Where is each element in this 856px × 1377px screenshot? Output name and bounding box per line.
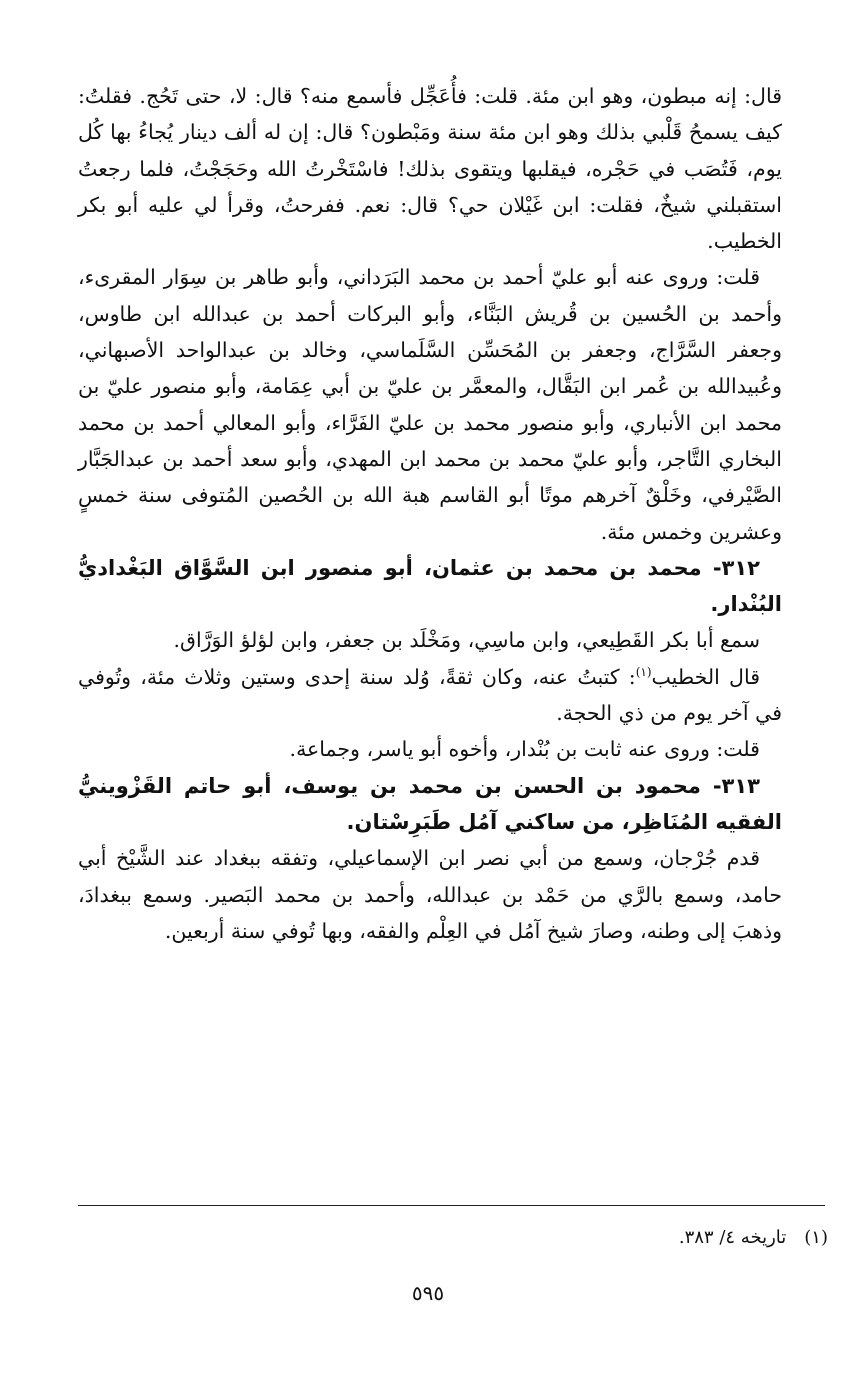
paragraph: قلت: وروى عنه ثابت بن بُنْدار، وأخوه أبو ياسر، وجماعة. [289, 737, 760, 762]
footnote-text: تاريخه ٤/ ٣٨٣. [678, 1227, 787, 1248]
footnote-divider [78, 1205, 825, 1206]
footnote-reference[interactable]: (١) [635, 664, 652, 679]
footnote [679, 1224, 828, 1252]
paragraph: قال: إنه مبطون، وهو ابن مئة. قلت: فأُعَجِّل فأسمع منه؟ قال: لا، حتى تَحُج. فقلتُ: كيف يسمحُ قَلْبي بذلك وهو ابن مئة سنة ومَبْطون؟ قال: إن له ألف دينار يُجاءُ بها كُل يوم، فَتُصَب في حَجْره، فيقلبها ويتقوى بذلك! فاسْتَخْرتُ الله وحَجَجْتُ، فلما رجعتُ استقبلني شيخٌ، فقلت: ابن غَيْلان حي؟ قال: نعم. ففرحتُ، وقرأ لي عليه أبو بكر الخطيب. [78, 84, 782, 254]
entry-heading: ٣١٢- محمد بن محمد بن عثمان، أبو منصور ابن السَّوَّاق البَغْداديُّ البُنْدار. [78, 555, 782, 617]
page-body [78, 78, 782, 949]
paragraph-text: : كتبتُ عنه، وكان ثقةً، وُلد سنة إحدى وستين وثلاث مئة، وتُوفي في آخر يوم من ذي الحجة. [78, 664, 782, 726]
footnote-number: (١) [804, 1227, 828, 1248]
paragraph: سمع أبا بكر القَطِيعي، وابن ماسِي، ومَخْلَد بن جعفر، وابن لؤلؤ الوَرَّاق. [173, 628, 760, 653]
entry-heading: ٣١٣- محمود بن الحسن بن محمد بن يوسف، أبو حاتم القَزْوينيُّ الفقيه المُنَاظِر، من ساكني آمُل طَبَرِسْتان. [78, 773, 782, 834]
paragraph: قدم جُرْجان، وسمع من أبي نصر ابن الإسماعيلي، وتفقه ببغداد عند الشَّيْخ أبي حامد، وسمع بالرَّي من حَمْد بن عبدالله، وأحمد بن محمد البَصير. وسمع ببغدادَ، وذهبَ إلى وطنه، وصارَ شيخ آمُل في العِلْم والفقه، وبها تُوفي سنة أربعين. [78, 846, 782, 943]
paragraph [78, 659, 782, 732]
paragraph-text: قال الخطيب [651, 664, 760, 689]
paragraph: قلت: وروى عنه أبو عليّ أحمد بن محمد البَرَداني، وأبو طاهر بن سِوَار المقرىء، وأحمد بن الحُسين بن قُريش البَنَّاء، وأبو البركات أحمد بن عبدالله ابن طاوس، وجعفر السَّرَّاج، وجعفر بن المُحَسِّن السَّلَماسي، وخالد بن عبدالواحد الأصبهاني، وعُبيدالله بن عُمر ابن البَقَّال، والمعمَّر بن عليّ بن أبي عِمَامة، وأبو منصور عليّ بن محمد ابن الأنباري، وأبو منصور محمد بن عليّ الفَرَّاء، وأبو المعالي أحمد بن محمد البخاري التَّاجر، وأبو عليّ محمد بن محمد ابن المهدي، وأبو سعد أحمد بن عبدالجَبَّار الصَّيْرفي، وخَلْقٌ آخرهم موتًا أبو القاسم هبة الله بن الحُصين المُتوفى سنة خمسٍ وعشرين وخمس مئة. [78, 265, 782, 544]
page-number: ٥٩٥ [411, 1281, 445, 1305]
